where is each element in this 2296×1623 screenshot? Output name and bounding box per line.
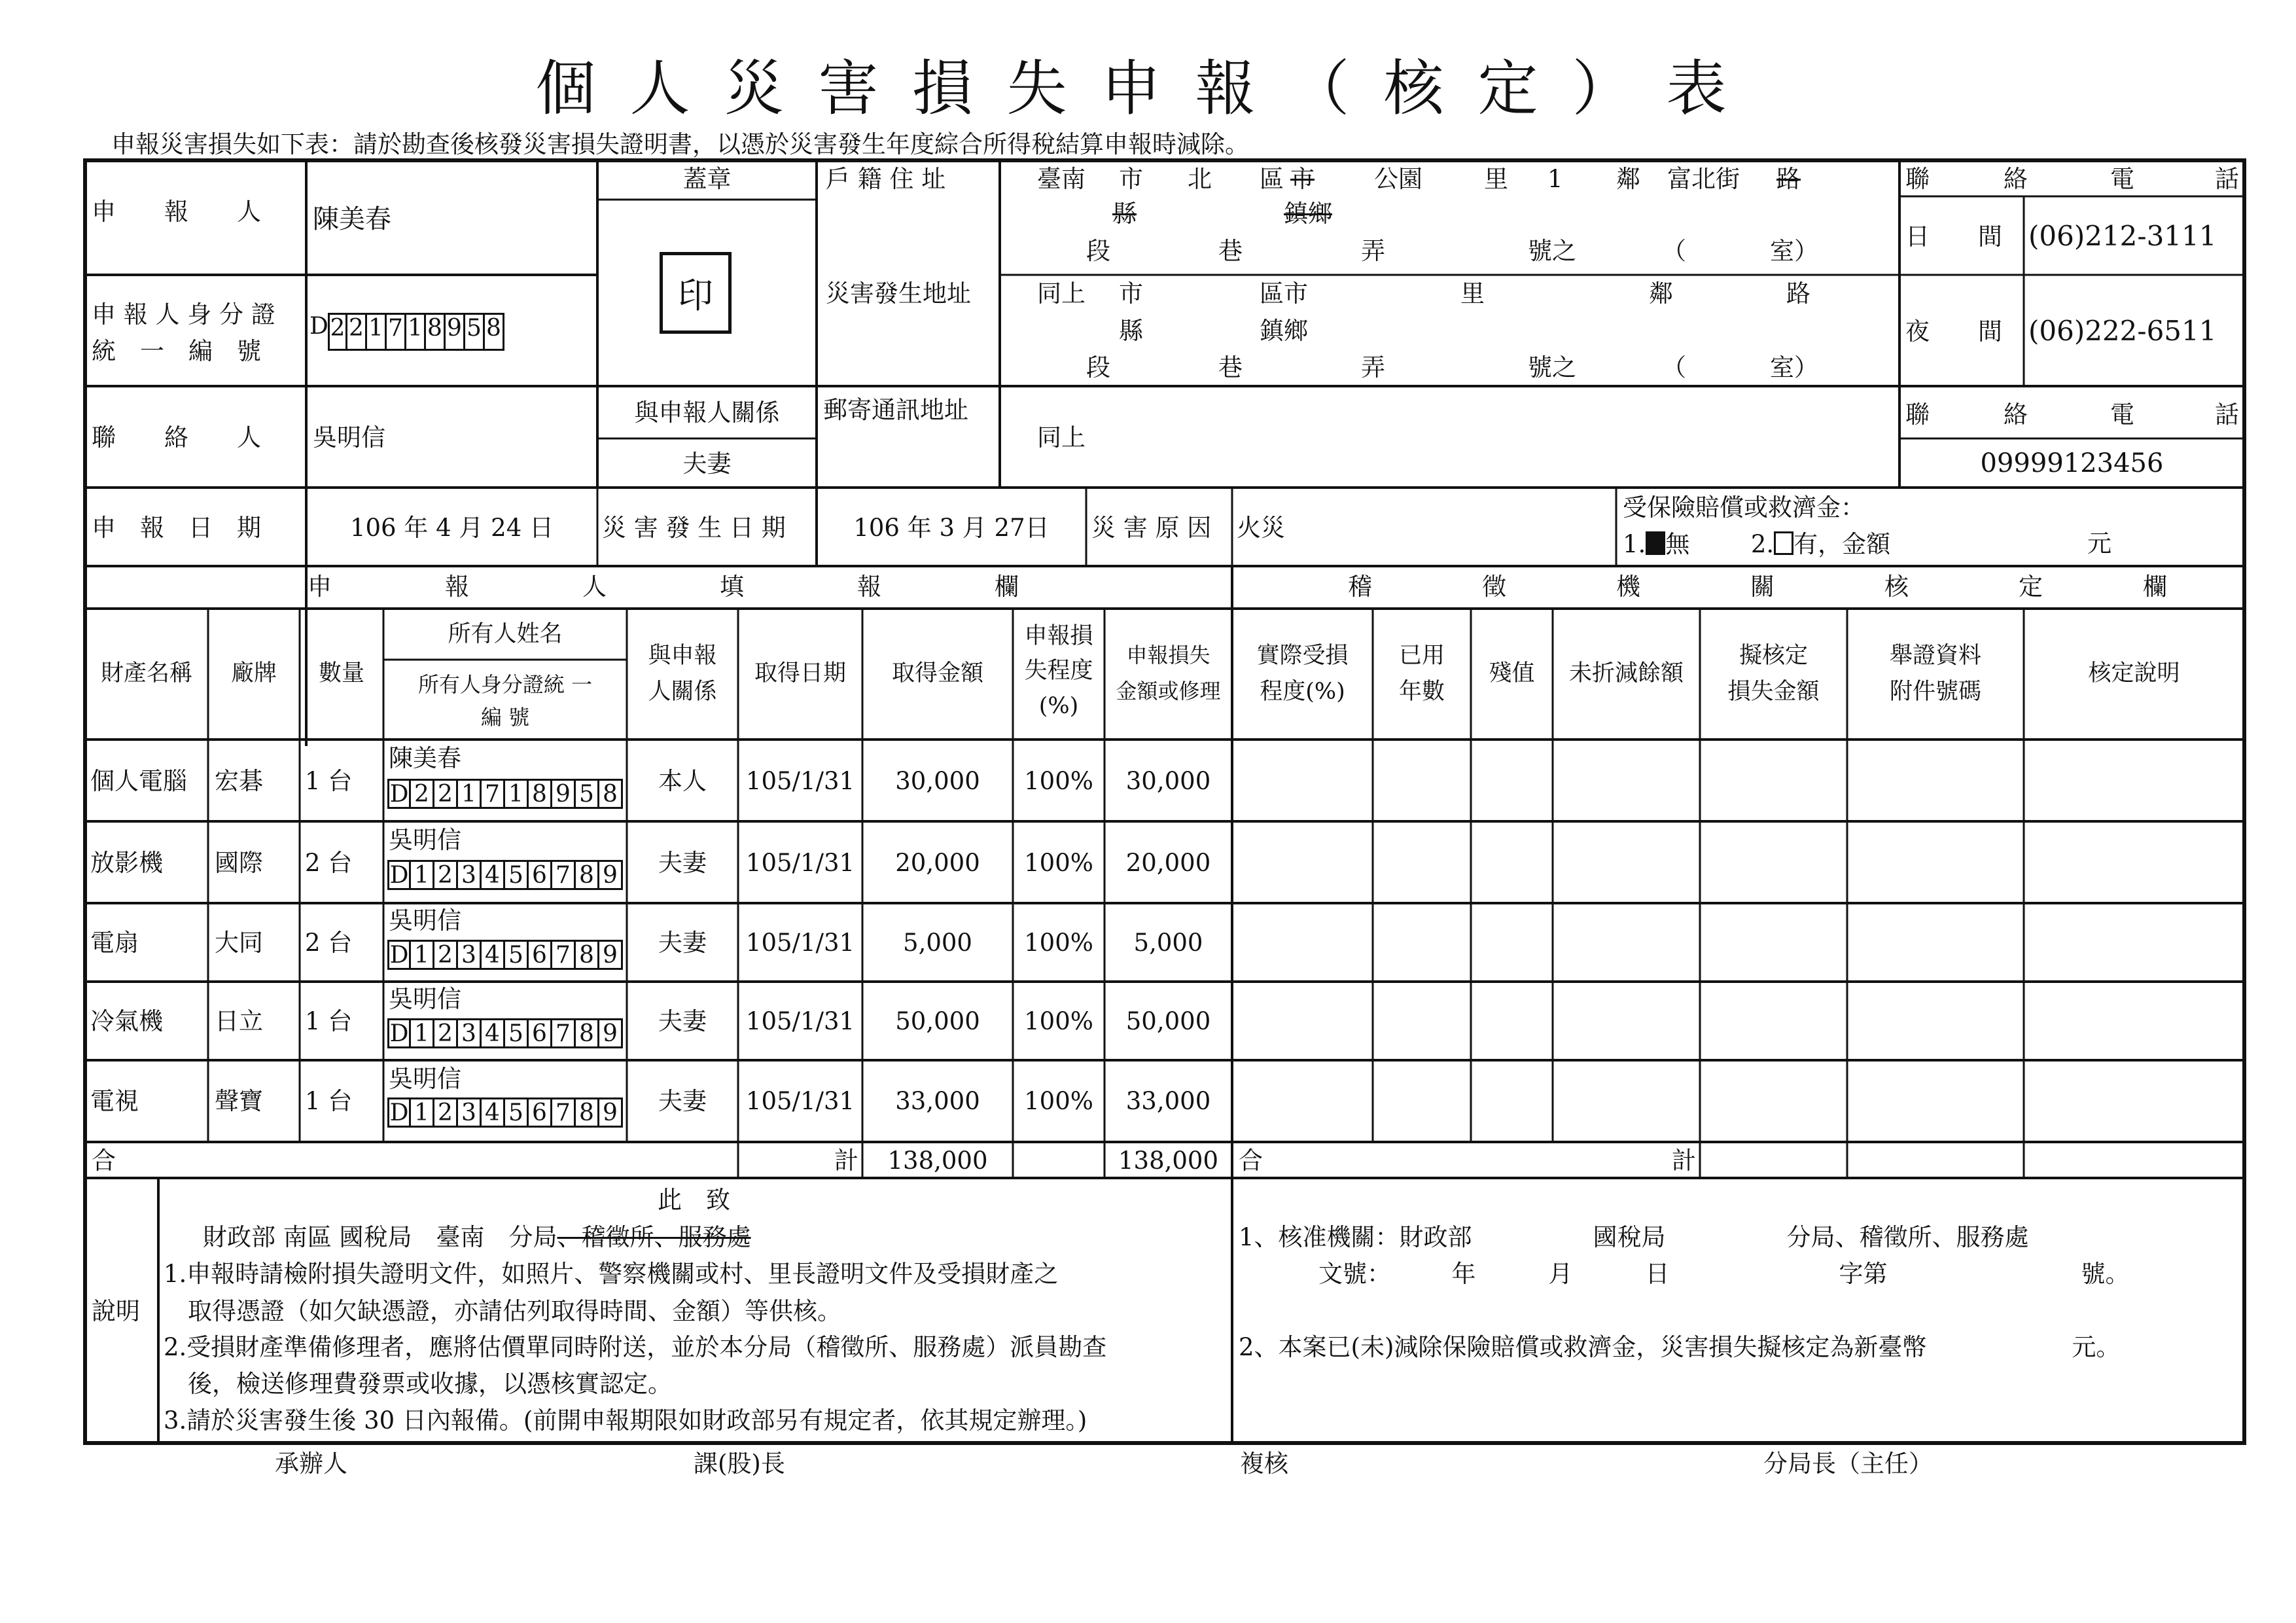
id-digit: 4: [482, 1097, 505, 1128]
id-digit: 1: [367, 313, 387, 351]
section-left-4: 填: [720, 573, 744, 601]
col-actual-1: 實際受損: [1256, 643, 1349, 669]
section-left-5: 報: [857, 573, 881, 601]
col-name: 財產名稱: [100, 660, 192, 687]
cell-amount: 30,000: [895, 767, 980, 795]
id-digit: 7: [387, 313, 406, 351]
cell-degree: 100%: [1024, 1087, 1093, 1115]
notes-item-1: 1.申報時請檢附損失證明文件，如照片、警察機關或村、里長證明文件及受損財產之: [164, 1260, 1059, 1288]
section-left-3: 人: [582, 573, 607, 601]
cell-degree: 100%: [1024, 849, 1093, 877]
seal-label: 蓋章: [682, 165, 732, 193]
notes-item-2b: 後，檢送修理費發票或收據，以憑核實認定。: [164, 1370, 672, 1398]
id-digit: 1: [411, 1018, 434, 1048]
cell-name: 放影機: [90, 849, 163, 877]
cell-name: 個人電腦: [90, 767, 187, 795]
contact-phone-label-3: 電: [2110, 401, 2134, 429]
cell-name: 電視: [90, 1087, 139, 1115]
phone-label-4: 話: [2215, 165, 2239, 193]
notes-addressee: [203, 1225, 751, 1249]
daddr-county: 縣: [1119, 317, 1143, 345]
col-loss-amount-2: 金額或修理: [1116, 679, 1221, 704]
id-digit: 7: [552, 860, 576, 890]
id-digit: 8: [576, 860, 599, 890]
addr-city: 臺南: [1037, 165, 1086, 193]
cell-qty: 1 台: [305, 1087, 353, 1115]
col-owner-id-2: 編 號: [480, 705, 530, 730]
col-loss-amount-1: 申報損失: [1126, 643, 1210, 668]
form-intro: 申報災害損失如下表：請於勘查後核發災害損失證明書，以憑於災害發生年度綜合所得稅結算申報時減除。: [111, 130, 1249, 158]
cell-relation: 本人: [658, 767, 707, 795]
daddr-shi: 市: [1119, 279, 1143, 308]
id-digit: 9: [599, 1018, 623, 1048]
daddr-paren: （: [1662, 353, 1686, 382]
cell-qty: 2 台: [305, 929, 353, 957]
cell-owner-id: [387, 1097, 623, 1128]
id-digit: 3: [458, 940, 482, 970]
disaster-date: 106 年 3 月 27日: [853, 514, 1050, 542]
day-phone: (06)212-3111: [2028, 220, 2217, 252]
section-right-5: 核: [1884, 573, 1909, 601]
cell-owner: 吳明信: [389, 985, 461, 1013]
col-acq-date: 取得日期: [754, 660, 846, 687]
cell-amount: 33,000: [895, 1087, 980, 1115]
relation-label: 與申報人關係: [634, 399, 780, 427]
col-loss-degree-2: 失程度: [1024, 658, 1093, 684]
cell-qty: 2 台: [305, 849, 353, 877]
id-digit: D: [309, 313, 328, 340]
total-ji: 計: [834, 1147, 858, 1175]
id-digit: 4: [482, 940, 505, 970]
id-digit: D: [387, 1097, 411, 1128]
col-evidence-1: 舉證資料: [1889, 643, 1981, 669]
id-digit: 8: [599, 779, 623, 809]
notes-label: 說明: [92, 1297, 140, 1325]
applicant-id-label-1: 申 報 人 身 分 證: [92, 300, 275, 329]
cell-owner: 吳明信: [389, 1065, 461, 1093]
id-digit: D: [387, 779, 411, 809]
sign-reviewer: 複核: [1240, 1450, 1288, 1478]
mail-address: 同上: [1037, 423, 1086, 452]
addr-room: 室）: [1770, 237, 1818, 265]
id-digit: 8: [529, 779, 552, 809]
id-digit: 7: [482, 779, 505, 809]
addr-qu: 區: [1260, 165, 1284, 193]
cell-date: 105/1/31: [745, 929, 855, 957]
total-ji-right: 計: [1672, 1147, 1696, 1175]
id-digit: 9: [599, 860, 623, 890]
insurance-none-checkbox[interactable]: [1646, 531, 1665, 555]
section-right-2: 徵: [1482, 573, 1506, 601]
daddr-qushi: 區市: [1260, 279, 1308, 308]
approval-docno: 文號： 年 月 日 字第 號。: [1318, 1260, 2130, 1288]
addr-road-struck: 路: [1776, 165, 1801, 193]
col-owner-name: 所有人姓名: [448, 621, 563, 647]
col-acq-amount: 取得金額: [891, 660, 983, 687]
addr-town-struck: 鎮鄉: [1284, 200, 1332, 228]
cell-date: 105/1/31: [745, 1007, 855, 1035]
applicant-name: 陳美春: [313, 204, 391, 234]
cell-relation: 夫妻: [658, 929, 707, 957]
daddr-town: 鎮鄉: [1260, 317, 1308, 345]
addr-village: 公園: [1374, 165, 1422, 193]
col-used-1: 已用: [1398, 643, 1445, 669]
addr-paren: （: [1662, 237, 1686, 265]
id-digit: D: [387, 860, 411, 890]
id-digit: 9: [552, 779, 576, 809]
id-digit: 8: [485, 313, 504, 351]
addr-lane: 巷: [1218, 237, 1243, 265]
id-digit: 6: [529, 940, 552, 970]
contact-phone-label-1: 聯: [1905, 401, 1930, 429]
id-digit: 6: [529, 860, 552, 890]
id-digit: 8: [576, 940, 599, 970]
cell-relation: 夫妻: [658, 1007, 707, 1035]
insurance-options: [1623, 531, 1890, 556]
sign-section-chief: 課(股)長: [694, 1450, 785, 1478]
cell-brand: 國際: [215, 849, 263, 877]
phone-label-3: 電: [2110, 165, 2134, 193]
col-relation-2: 人關係: [648, 679, 717, 705]
insurance-unit: 元: [2087, 529, 2111, 558]
total-loss: 138,000: [1118, 1147, 1218, 1175]
id-digit: 1: [505, 779, 529, 809]
notes-cizhi: 此 致: [658, 1186, 730, 1214]
cell-date: 105/1/31: [745, 849, 855, 877]
insurance-label: 受保險賠償或救濟金：: [1623, 493, 1865, 522]
id-digit: 9: [599, 1097, 623, 1128]
cell-relation: 夫妻: [658, 1087, 707, 1115]
section-right-3: 機: [1616, 573, 1640, 601]
contact-phone: 09999123456: [1980, 448, 2164, 478]
id-digit: 2: [434, 940, 458, 970]
id-digit: 7: [552, 1097, 576, 1128]
report-date: 106 年 4 月 24 日: [349, 514, 554, 542]
id-digit: 4: [482, 1018, 505, 1048]
notes-item-3: 3.請於災害發生後 30 日內報備。(前開申報期限如財政部另有規定者，依其規定辦理。): [164, 1406, 1087, 1435]
col-relation-1: 與申報: [648, 643, 717, 669]
id-digit: 1: [411, 860, 434, 890]
night-phone-label: 夜 間: [1905, 317, 2002, 346]
col-proposed-2: 損失金額: [1727, 679, 1820, 705]
addr-shi: 市: [1119, 165, 1143, 193]
day-phone-label: 日 間: [1905, 223, 2002, 251]
col-actual-2: 程度(%): [1260, 679, 1345, 705]
household-address-label: 戶 籍 住 址: [826, 165, 946, 193]
sign-branch-chief: 分局長（主任）: [1763, 1450, 1933, 1478]
cell-owner: 吳明信: [389, 906, 461, 935]
notes-item-1b: 取得憑證（如欠缺憑證，亦請估列取得時間、金額）等供核。: [164, 1297, 841, 1325]
cell-loss: 50,000: [1125, 1007, 1211, 1035]
approval-authority: 1、核准機關：財政部 國稅局 分局、稽徵所、服務處: [1239, 1223, 2029, 1251]
insurance-opt2-text: 有，金額: [1793, 530, 1891, 558]
report-date-label: 申 報 日 期: [92, 514, 261, 542]
insurance-yes-checkbox[interactable]: [1774, 531, 1793, 555]
id-digit: 3: [458, 1097, 482, 1128]
col-residual: 殘值: [1489, 660, 1535, 687]
notes-item-2: 2.受損財產準備修理者，應將估價單同時附送，並於本分局（稽徵所、服務處）派員勘查: [164, 1333, 1107, 1361]
cell-owner-id: [387, 1018, 623, 1048]
cell-brand: 宏碁: [215, 767, 263, 795]
cell-date: 105/1/31: [745, 1087, 855, 1115]
cell-loss: 5,000: [1133, 929, 1203, 957]
daddr-same: 同上: [1037, 279, 1086, 308]
section-right-4: 關: [1750, 573, 1775, 601]
section-right-6: 定: [2019, 573, 2043, 601]
id-digit: 4: [482, 860, 505, 890]
id-digit: 2: [347, 313, 367, 351]
id-digit: 6: [529, 1018, 552, 1048]
cell-name: 冷氣機: [90, 1007, 163, 1035]
section-left-2: 報: [445, 573, 469, 601]
insurance-opt1-text: 無: [1665, 530, 1690, 558]
col-owner-id-1: 所有人身分證統 一: [417, 672, 593, 697]
contact-label: 聯 絡 人: [92, 423, 261, 452]
addr-lin: 鄰: [1616, 165, 1640, 193]
col-used-2: 年數: [1398, 679, 1445, 705]
id-digit: D: [387, 940, 411, 970]
cell-qty: 1 台: [305, 767, 353, 795]
id-digit: 3: [458, 1018, 482, 1048]
daddr-li: 里: [1460, 279, 1485, 308]
id-digit: 1: [458, 779, 482, 809]
insurance-opt2-num: 2.: [1750, 530, 1775, 558]
cell-amount: 5,000: [903, 929, 972, 957]
id-digit: 1: [411, 940, 434, 970]
cell-owner: 陳美春: [389, 744, 461, 772]
id-digit: 2: [434, 1097, 458, 1128]
cause-label: 災 害 原 因: [1091, 514, 1212, 542]
daddr-lin: 鄰: [1649, 279, 1673, 308]
sign-handler: 承辦人: [275, 1450, 347, 1478]
id-digit: 2: [434, 779, 458, 809]
daddr-alley: 弄: [1361, 353, 1385, 382]
total-he-right: 合: [1239, 1147, 1263, 1175]
addr-li: 里: [1484, 165, 1508, 193]
phone-label-2: 絡: [2004, 165, 2028, 193]
total-amount: 138,000: [887, 1147, 988, 1175]
id-digit: 5: [505, 1097, 529, 1128]
id-digit: 5: [465, 313, 485, 351]
id-digit: 3: [458, 860, 482, 890]
id-digit: 5: [576, 779, 599, 809]
cell-brand: 日立: [215, 1007, 263, 1035]
cell-loss: 30,000: [1125, 767, 1211, 795]
night-phone: (06)222-6511: [2028, 315, 2217, 347]
section-left-1: 申: [308, 573, 332, 601]
contact-phone-label-4: 話: [2215, 401, 2239, 429]
id-digit: 9: [446, 313, 465, 351]
id-digit: 2: [328, 313, 347, 351]
id-digit: 8: [576, 1018, 599, 1048]
id-digit: 6: [529, 1097, 552, 1128]
cell-owner-id: [387, 860, 623, 890]
cell-qty: 1 台: [305, 1007, 353, 1035]
cell-degree: 100%: [1024, 929, 1093, 957]
id-digit: 1: [406, 313, 426, 351]
id-digit: 2: [411, 779, 434, 809]
approval-amount: 2、本案已(未)減除保險賠償或救濟金，災害損失擬核定為新臺幣 元。: [1239, 1333, 2121, 1361]
cell-loss: 33,000: [1125, 1087, 1211, 1115]
insurance-opt1-num: 1.: [1623, 530, 1646, 558]
col-note: 核定說明: [2088, 660, 2180, 687]
contact-phone-label-2: 絡: [2004, 401, 2028, 429]
addr-neighborhood: 1: [1547, 165, 1563, 193]
section-right-7: 欄: [2143, 573, 2167, 601]
addr-no: 號之: [1528, 237, 1576, 265]
id-digit: 8: [576, 1097, 599, 1128]
addr-alley: 弄: [1361, 237, 1385, 265]
id-digit: 5: [505, 940, 529, 970]
addr-county-struck: 縣: [1112, 200, 1137, 228]
daddr-lane: 巷: [1218, 353, 1243, 382]
cell-relation: 夫妻: [658, 849, 707, 877]
cell-amount: 20,000: [895, 849, 980, 877]
col-evidence-2: 附件號碼: [1889, 679, 1981, 705]
cause-value: 火災: [1237, 514, 1285, 542]
disaster-date-label: 災 害 發 生 日 期: [602, 514, 786, 542]
id-digit: 2: [434, 860, 458, 890]
disaster-address-label: 災害發生地址: [826, 279, 971, 308]
id-digit: 7: [552, 1018, 576, 1048]
cell-owner-id: [387, 940, 623, 970]
applicant-label: 申 報 人: [92, 198, 261, 226]
id-digit: 1: [411, 1097, 434, 1128]
total-he: 合: [92, 1147, 116, 1175]
col-brand: 廠牌: [230, 660, 277, 687]
applicant-id-boxes: [309, 313, 504, 351]
addressee-struck: 、稽徵所、服務處: [557, 1223, 751, 1251]
section-right-1: 稽: [1348, 573, 1372, 601]
daddr-section: 段: [1086, 353, 1110, 382]
id-digit: D: [387, 1018, 411, 1048]
id-digit: 5: [505, 1018, 529, 1048]
daddr-no: 號之: [1528, 353, 1576, 382]
contact-name: 吳明信: [313, 423, 385, 452]
applicant-id-label-2: 統 一 編 號: [92, 337, 261, 365]
cell-owner: 吳明信: [389, 826, 461, 854]
cell-brand: 聲寶: [215, 1087, 263, 1115]
cell-degree: 100%: [1024, 767, 1093, 795]
id-digit: 9: [599, 940, 623, 970]
addressee-text: 財政部 南區 國稅局 臺南 分局: [203, 1223, 557, 1251]
daddr-room: 室）: [1770, 353, 1818, 382]
cell-loss: 20,000: [1125, 849, 1211, 877]
col-undep: 未折減餘額: [1568, 660, 1684, 687]
col-qty: 數量: [318, 660, 364, 687]
seal-stamp: 印: [660, 252, 732, 334]
col-loss-degree-3: (%): [1038, 693, 1079, 719]
col-loss-degree-1: 申報損: [1024, 623, 1093, 649]
addr-district: 北: [1188, 165, 1212, 193]
section-left-6: 欄: [995, 573, 1019, 601]
cell-name: 電扇: [90, 929, 139, 957]
cell-owner-id: [387, 779, 623, 809]
cell-degree: 100%: [1024, 1007, 1093, 1035]
addr-shi-struck: 市: [1290, 165, 1315, 193]
id-digit: 7: [552, 940, 576, 970]
phone-label-1: 聯: [1905, 165, 1930, 193]
daddr-road: 路: [1786, 279, 1810, 308]
form-title: 個人災害損失申報（核定）表: [535, 54, 1761, 124]
relation-value: 夫妻: [682, 450, 732, 478]
id-digit: 8: [426, 313, 446, 351]
cell-amount: 50,000: [895, 1007, 980, 1035]
cell-brand: 大同: [215, 929, 263, 957]
id-digit: 2: [434, 1018, 458, 1048]
id-digit: 5: [505, 860, 529, 890]
addr-section: 段: [1086, 237, 1110, 265]
cell-date: 105/1/31: [745, 767, 855, 795]
addr-street: 富北街: [1667, 165, 1740, 193]
mail-address-label: 郵寄通訊地址: [823, 396, 968, 424]
col-proposed-1: 擬核定: [1739, 643, 1808, 669]
